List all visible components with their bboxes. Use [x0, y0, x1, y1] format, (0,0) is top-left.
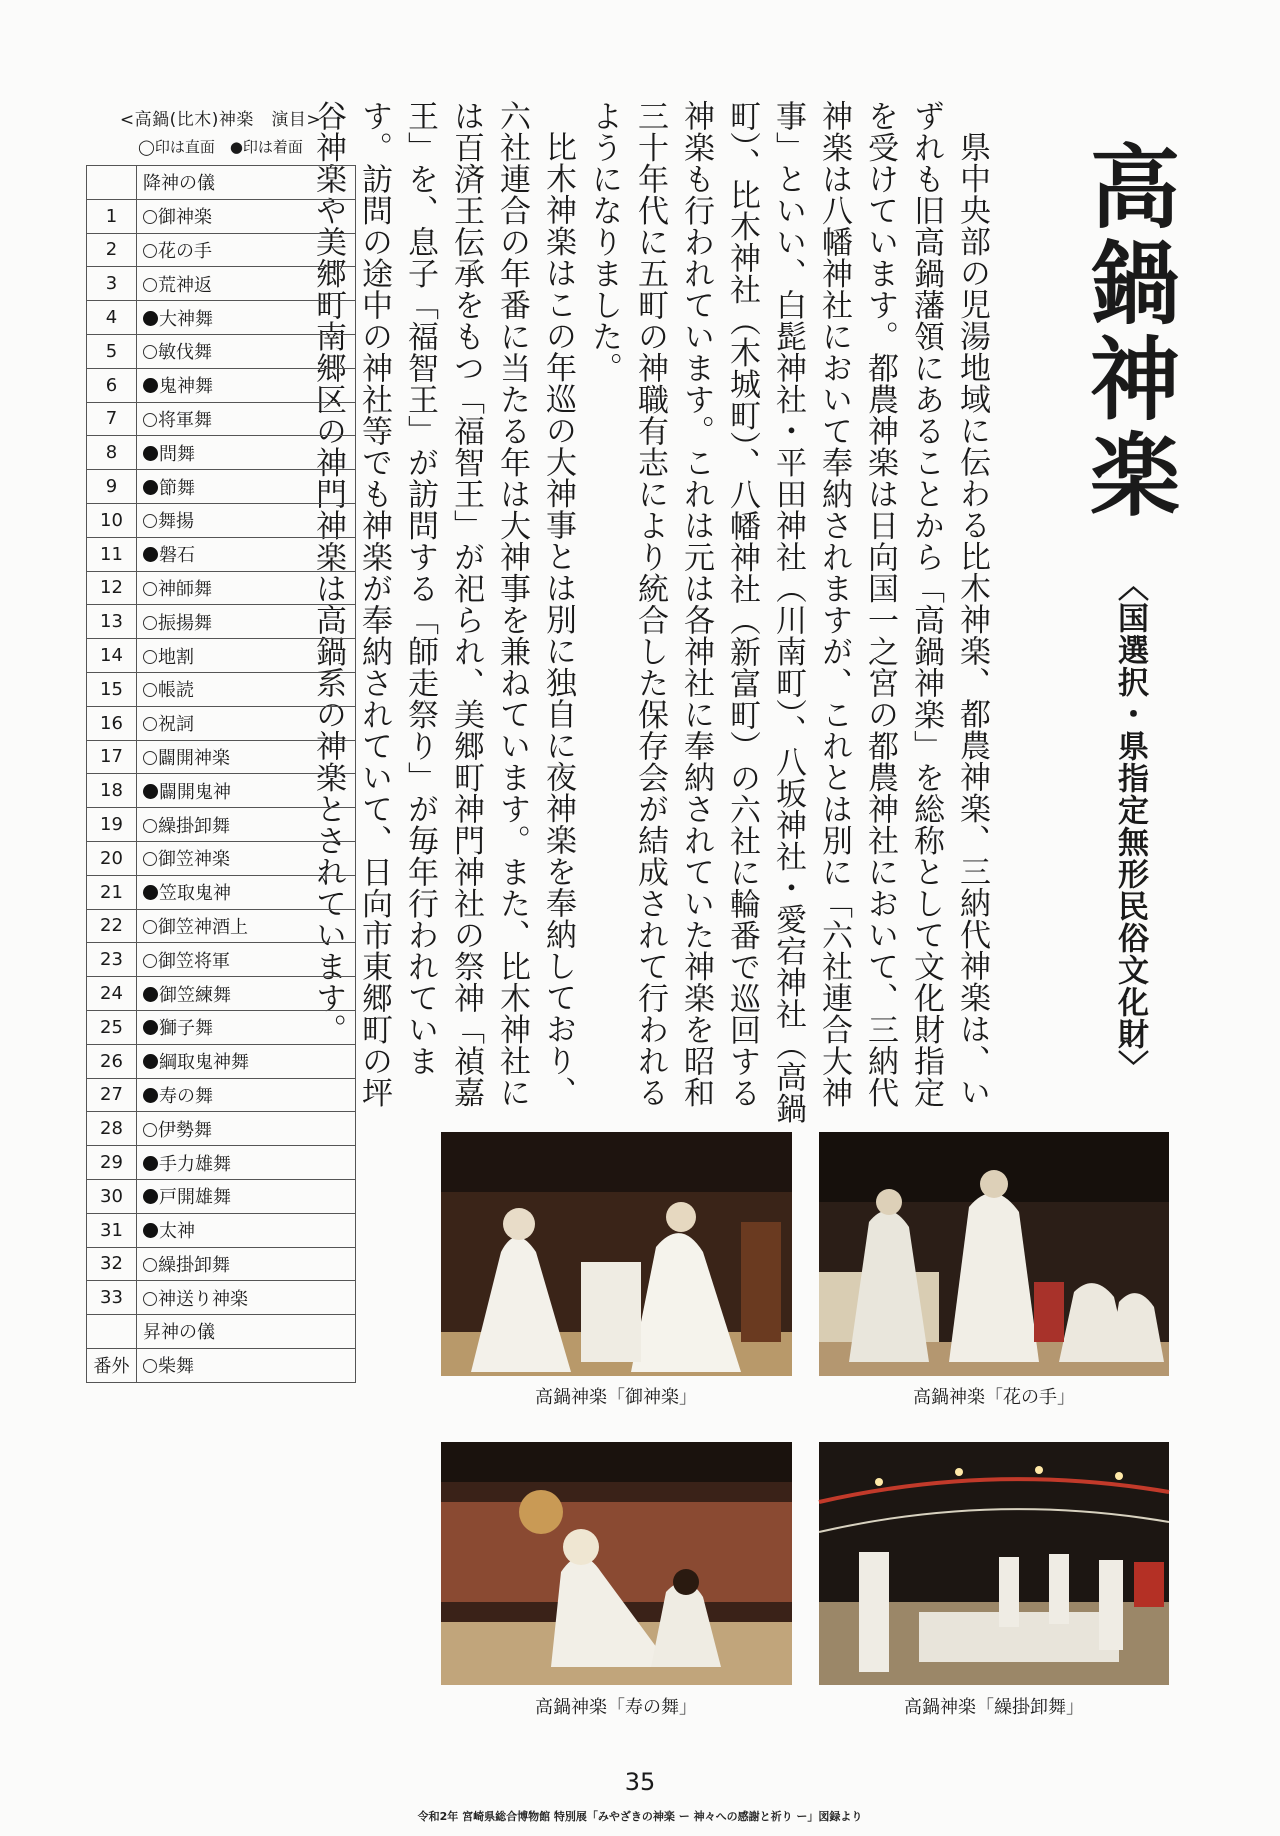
program-number: 28: [87, 1112, 137, 1146]
program-number: 11: [87, 537, 137, 571]
program-name: 花の手: [158, 240, 212, 262]
program-name: 帳読: [158, 680, 194, 702]
program-number: 25: [87, 1010, 137, 1044]
unmasked-mark-icon: [143, 1359, 157, 1373]
program-name-cell: [137, 470, 356, 504]
program-name: 戸開雄舞: [159, 1187, 231, 1209]
program-name-cell: [137, 808, 356, 842]
program-name-cell: [137, 943, 356, 977]
program-name-cell: [137, 402, 356, 436]
photo-caption-hananote: 高鍋神楽「花の手」: [913, 1387, 1075, 1408]
table-row: [87, 1078, 356, 1112]
program-number: 9: [87, 470, 137, 504]
photo-hananote: [819, 1132, 1169, 1376]
program-name-cell: [137, 233, 356, 267]
table-row: [87, 334, 356, 368]
program-number: 20: [87, 841, 137, 875]
program-number: 29: [87, 1146, 137, 1180]
program-number: 17: [87, 740, 137, 774]
table-row: [87, 402, 356, 436]
masked-mark-icon: [143, 885, 158, 900]
photo-hananote-image: [819, 1132, 1169, 1376]
program-number: 6: [87, 368, 137, 402]
program-name-cell: [137, 503, 356, 537]
program-number: 5: [87, 334, 137, 368]
program-name-cell: [137, 1179, 356, 1213]
program-name-cell: [137, 1010, 356, 1044]
masked-mark-icon: [143, 1020, 158, 1035]
table-row: [87, 808, 356, 842]
unmasked-mark-icon: [143, 852, 157, 866]
program-name: 地割: [158, 646, 194, 668]
unmasked-mark-icon: [143, 345, 157, 359]
program-number: 16: [87, 706, 137, 740]
page-subtitle: 〈国選択・県指定無形民俗文化財〉: [1112, 570, 1148, 1082]
photo-kurikakeoroshimai: [819, 1442, 1169, 1685]
photo-mikagura: [441, 1132, 792, 1376]
program-name: 御笠練舞: [159, 984, 231, 1006]
program-number: 23: [87, 943, 137, 977]
unmasked-mark-icon: [143, 616, 157, 630]
masked-mark-icon: [143, 378, 158, 393]
program-number: 26: [87, 1044, 137, 1078]
program-name-cell: [137, 1146, 356, 1180]
program-number: 15: [87, 672, 137, 706]
masked-mark-icon: [143, 1223, 158, 1238]
program-name-cell: [137, 706, 356, 740]
program-number: 30: [87, 1179, 137, 1213]
program-number: 12: [87, 571, 137, 605]
masked-mark-icon: [143, 987, 158, 1002]
program-name-cell: [137, 267, 356, 301]
table-row: [87, 301, 356, 335]
program-name: 御笠神酒上: [158, 916, 248, 938]
body-paragraph-2: 比木神楽はこの年巡の大神事とは別に独自に夜神楽を奉納しており、六社連合の年番に当たる年は大神事を兼ねています。また、比木神社には百済王伝承をもつ「福智王」が祀られ、美郷町神門神社の祭神「禎嘉王」を、息子「福智王」が訪問する「師走祭り」が毎年行われています。訪問の途中の神社等でも神楽が奉納されていて、日向市東郷町の坪谷神楽や美郷町南郷区の神門神楽は高鍋系の神楽とされています。: [310, 100, 576, 1108]
table-row: [87, 875, 356, 909]
program-name-cell: [137, 740, 356, 774]
table-row: [87, 571, 356, 605]
program-name: 神師舞: [158, 578, 212, 600]
photo-caption-kotobukinomai: 高鍋神楽「寿の舞」: [535, 1697, 697, 1718]
program-number: 1: [87, 199, 137, 233]
program-name-cell: [137, 301, 356, 335]
table-row: [87, 503, 356, 537]
table-row: [87, 537, 356, 571]
table-row: [87, 672, 356, 706]
program-number: 31: [87, 1213, 137, 1247]
page-title: 高鍋神楽: [1074, 140, 1180, 524]
program-name-cell: [137, 672, 356, 706]
table-row: [87, 436, 356, 470]
unmasked-mark-icon: [143, 210, 157, 224]
program-name: 荒神返: [158, 274, 212, 296]
photo-kotobukinomai-image: [441, 1442, 792, 1685]
photo-mikagura-image: [441, 1132, 792, 1376]
program-number: 14: [87, 639, 137, 673]
table-row: [87, 368, 356, 402]
unmasked-mark-icon: [143, 683, 157, 697]
table-row: [87, 1010, 356, 1044]
program-number: 番外: [87, 1348, 137, 1382]
table-section-label: 降神の儀: [137, 166, 356, 200]
program-number: 32: [87, 1247, 137, 1281]
unmasked-mark-icon: [143, 920, 157, 934]
program-name: 節舞: [159, 477, 195, 499]
table-row: [87, 639, 356, 673]
program-name: 太神: [159, 1221, 195, 1243]
program-name: 手力雄舞: [159, 1153, 231, 1175]
unmasked-mark-icon: [143, 1292, 157, 1306]
table-row: [87, 841, 356, 875]
program-name: 将軍舞: [158, 409, 212, 431]
program-number: 18: [87, 774, 137, 808]
program-name: 繰掛卸舞: [158, 1254, 230, 1276]
masked-mark-icon: [143, 446, 158, 461]
table-row: [87, 470, 356, 504]
program-name: 問舞: [159, 443, 195, 465]
masked-mark-icon: [143, 480, 158, 495]
table-row: [87, 199, 356, 233]
masked-mark-icon: [143, 547, 158, 562]
program-number: 2: [87, 233, 137, 267]
program-name: 祝詞: [158, 714, 194, 736]
table-row: [87, 1213, 356, 1247]
program-name: 獅子舞: [159, 1018, 213, 1040]
program-number: 19: [87, 808, 137, 842]
unmasked-mark-icon: [143, 751, 157, 765]
program-number: 27: [87, 1078, 137, 1112]
table-row: [87, 605, 356, 639]
program-table: [86, 165, 356, 1383]
program-number: 10: [87, 503, 137, 537]
program-number: 8: [87, 436, 137, 470]
masked-mark-icon: [143, 784, 158, 799]
masked-mark-icon: [143, 1156, 158, 1171]
footer-note: 令和2年 宮崎県総合博物館 特別展「みやざきの神楽 ー 神々への感謝と祈り ー」図録より: [417, 1810, 863, 1823]
program-name-cell: [137, 605, 356, 639]
masked-mark-icon: [143, 1189, 158, 1204]
program-name-cell: [137, 875, 356, 909]
unmasked-mark-icon: [143, 244, 157, 258]
program-name-cell: [137, 639, 356, 673]
program-name: 笠取鬼神: [159, 883, 231, 905]
program-name: 敏伐舞: [158, 342, 212, 364]
program-name: 振揚舞: [158, 612, 212, 634]
table-cell-empty: [87, 166, 137, 200]
program-number: 21: [87, 875, 137, 909]
program-name-cell: [137, 436, 356, 470]
program-name-cell: [137, 977, 356, 1011]
program-name-cell: [137, 199, 356, 233]
program-number: 13: [87, 605, 137, 639]
program-name: 神送り神楽: [158, 1288, 248, 1310]
program-name: 舞揚: [158, 511, 194, 533]
program-number: 22: [87, 909, 137, 943]
program-name-cell: [137, 334, 356, 368]
unmasked-mark-icon: [143, 1258, 157, 1272]
program-name-cell: [137, 1281, 356, 1315]
table-row: [87, 774, 356, 808]
program-name: 寿の舞: [159, 1085, 213, 1107]
table-row: [87, 233, 356, 267]
program-name-cell: [137, 1348, 356, 1382]
unmasked-mark-icon: [143, 819, 157, 833]
table-heading: <高鍋(比木)神楽 演目>: [119, 110, 322, 130]
program-name-cell: [137, 909, 356, 943]
masked-mark-icon: [143, 1054, 158, 1069]
unmasked-mark-icon: [143, 514, 157, 528]
program-number: 33: [87, 1281, 137, 1315]
table-cell-empty: [87, 1315, 137, 1349]
unmasked-mark-icon: [143, 954, 157, 968]
table-row: [87, 1112, 356, 1146]
program-name: 綱取鬼神舞: [159, 1052, 249, 1074]
unmasked-mark-icon: [143, 1123, 157, 1137]
unmasked-mark-icon: [143, 650, 157, 664]
program-name-cell: [137, 1112, 356, 1146]
table-row: [87, 267, 356, 301]
program-name: 御神楽: [158, 207, 212, 229]
table-row: [87, 1146, 356, 1180]
table-row: [87, 943, 356, 977]
table-section-label: 昇神の儀: [137, 1315, 356, 1349]
program-name: 伊勢舞: [158, 1119, 212, 1141]
table-section-row: [87, 1315, 356, 1349]
program-name-cell: [137, 774, 356, 808]
photo-kurikakeoroshimai-image: [819, 1442, 1169, 1685]
photo-caption-mikagura: 高鍋神楽「御神楽」: [535, 1387, 697, 1408]
program-number: 3: [87, 267, 137, 301]
photo-caption-kurikakeoroshimai: 高鍋神楽「繰掛卸舞」: [904, 1697, 1084, 1718]
unmasked-mark-icon: [143, 413, 157, 427]
table-row: [87, 706, 356, 740]
program-name: 大神舞: [159, 308, 213, 330]
program-name-cell: [137, 368, 356, 402]
program-name: 御笠神楽: [158, 849, 230, 871]
program-name-cell: [137, 537, 356, 571]
program-name: 闢開鬼神: [159, 781, 231, 803]
program-name-cell: [137, 1247, 356, 1281]
body-text: [310, 100, 995, 1130]
program-name: 闢開神楽: [158, 747, 230, 769]
table-legend: ◯印は直面 ●印は着面: [138, 138, 303, 156]
page-number: 35: [624, 1768, 656, 1796]
photo-kotobukinomai: [441, 1442, 792, 1685]
table-row: [87, 740, 356, 774]
program-name-cell: [137, 841, 356, 875]
table-row: [87, 1348, 356, 1382]
program-name-cell: [137, 1078, 356, 1112]
program-name: 繰掛卸舞: [158, 815, 230, 837]
unmasked-mark-icon: [143, 717, 157, 731]
program-name: 柴舞: [158, 1356, 194, 1378]
table-row: [87, 909, 356, 943]
program-name: 鬼神舞: [159, 376, 213, 398]
program-name-cell: [137, 1213, 356, 1247]
program-name: 御笠将軍: [158, 950, 230, 972]
table-row: [87, 1281, 356, 1315]
program-name-cell: [137, 1044, 356, 1078]
table-section-row: [87, 166, 356, 200]
program-name-cell: [137, 571, 356, 605]
table-row: [87, 1044, 356, 1078]
masked-mark-icon: [143, 311, 158, 326]
unmasked-mark-icon: [143, 278, 157, 292]
body-paragraph-1: 県中央部の児湯地域に伝わる比木神楽、都農神楽、三納代神楽は、いずれも旧高鍋藩領にあることから「高鍋神楽」を総称として文化財指定を受けています。都農神楽は日向国一之宮の都農神社において、三納代神楽は八幡神社において奉納されますが、これとは別に「六社連合大神事」といい、白髭神社・平田神社（川南町）、八坂神社・愛宕神社（高鍋町）、比木神社（木城町）、八幡神社（新富町）の六社に輪番で巡回する神楽も行われています。これは元は各神社に奉納されていた神楽を昭和三十年代に五町の神職有志により統合した保存会が結成されて行われるようになりました。: [586, 100, 990, 1124]
program-number: 7: [87, 402, 137, 436]
table-row: [87, 1247, 356, 1281]
unmasked-mark-icon: [143, 582, 157, 596]
table-row: [87, 1179, 356, 1213]
masked-mark-icon: [143, 1088, 158, 1103]
program-number: 4: [87, 301, 137, 335]
program-number: 24: [87, 977, 137, 1011]
table-row: [87, 977, 356, 1011]
program-name: 磐石: [159, 545, 195, 567]
